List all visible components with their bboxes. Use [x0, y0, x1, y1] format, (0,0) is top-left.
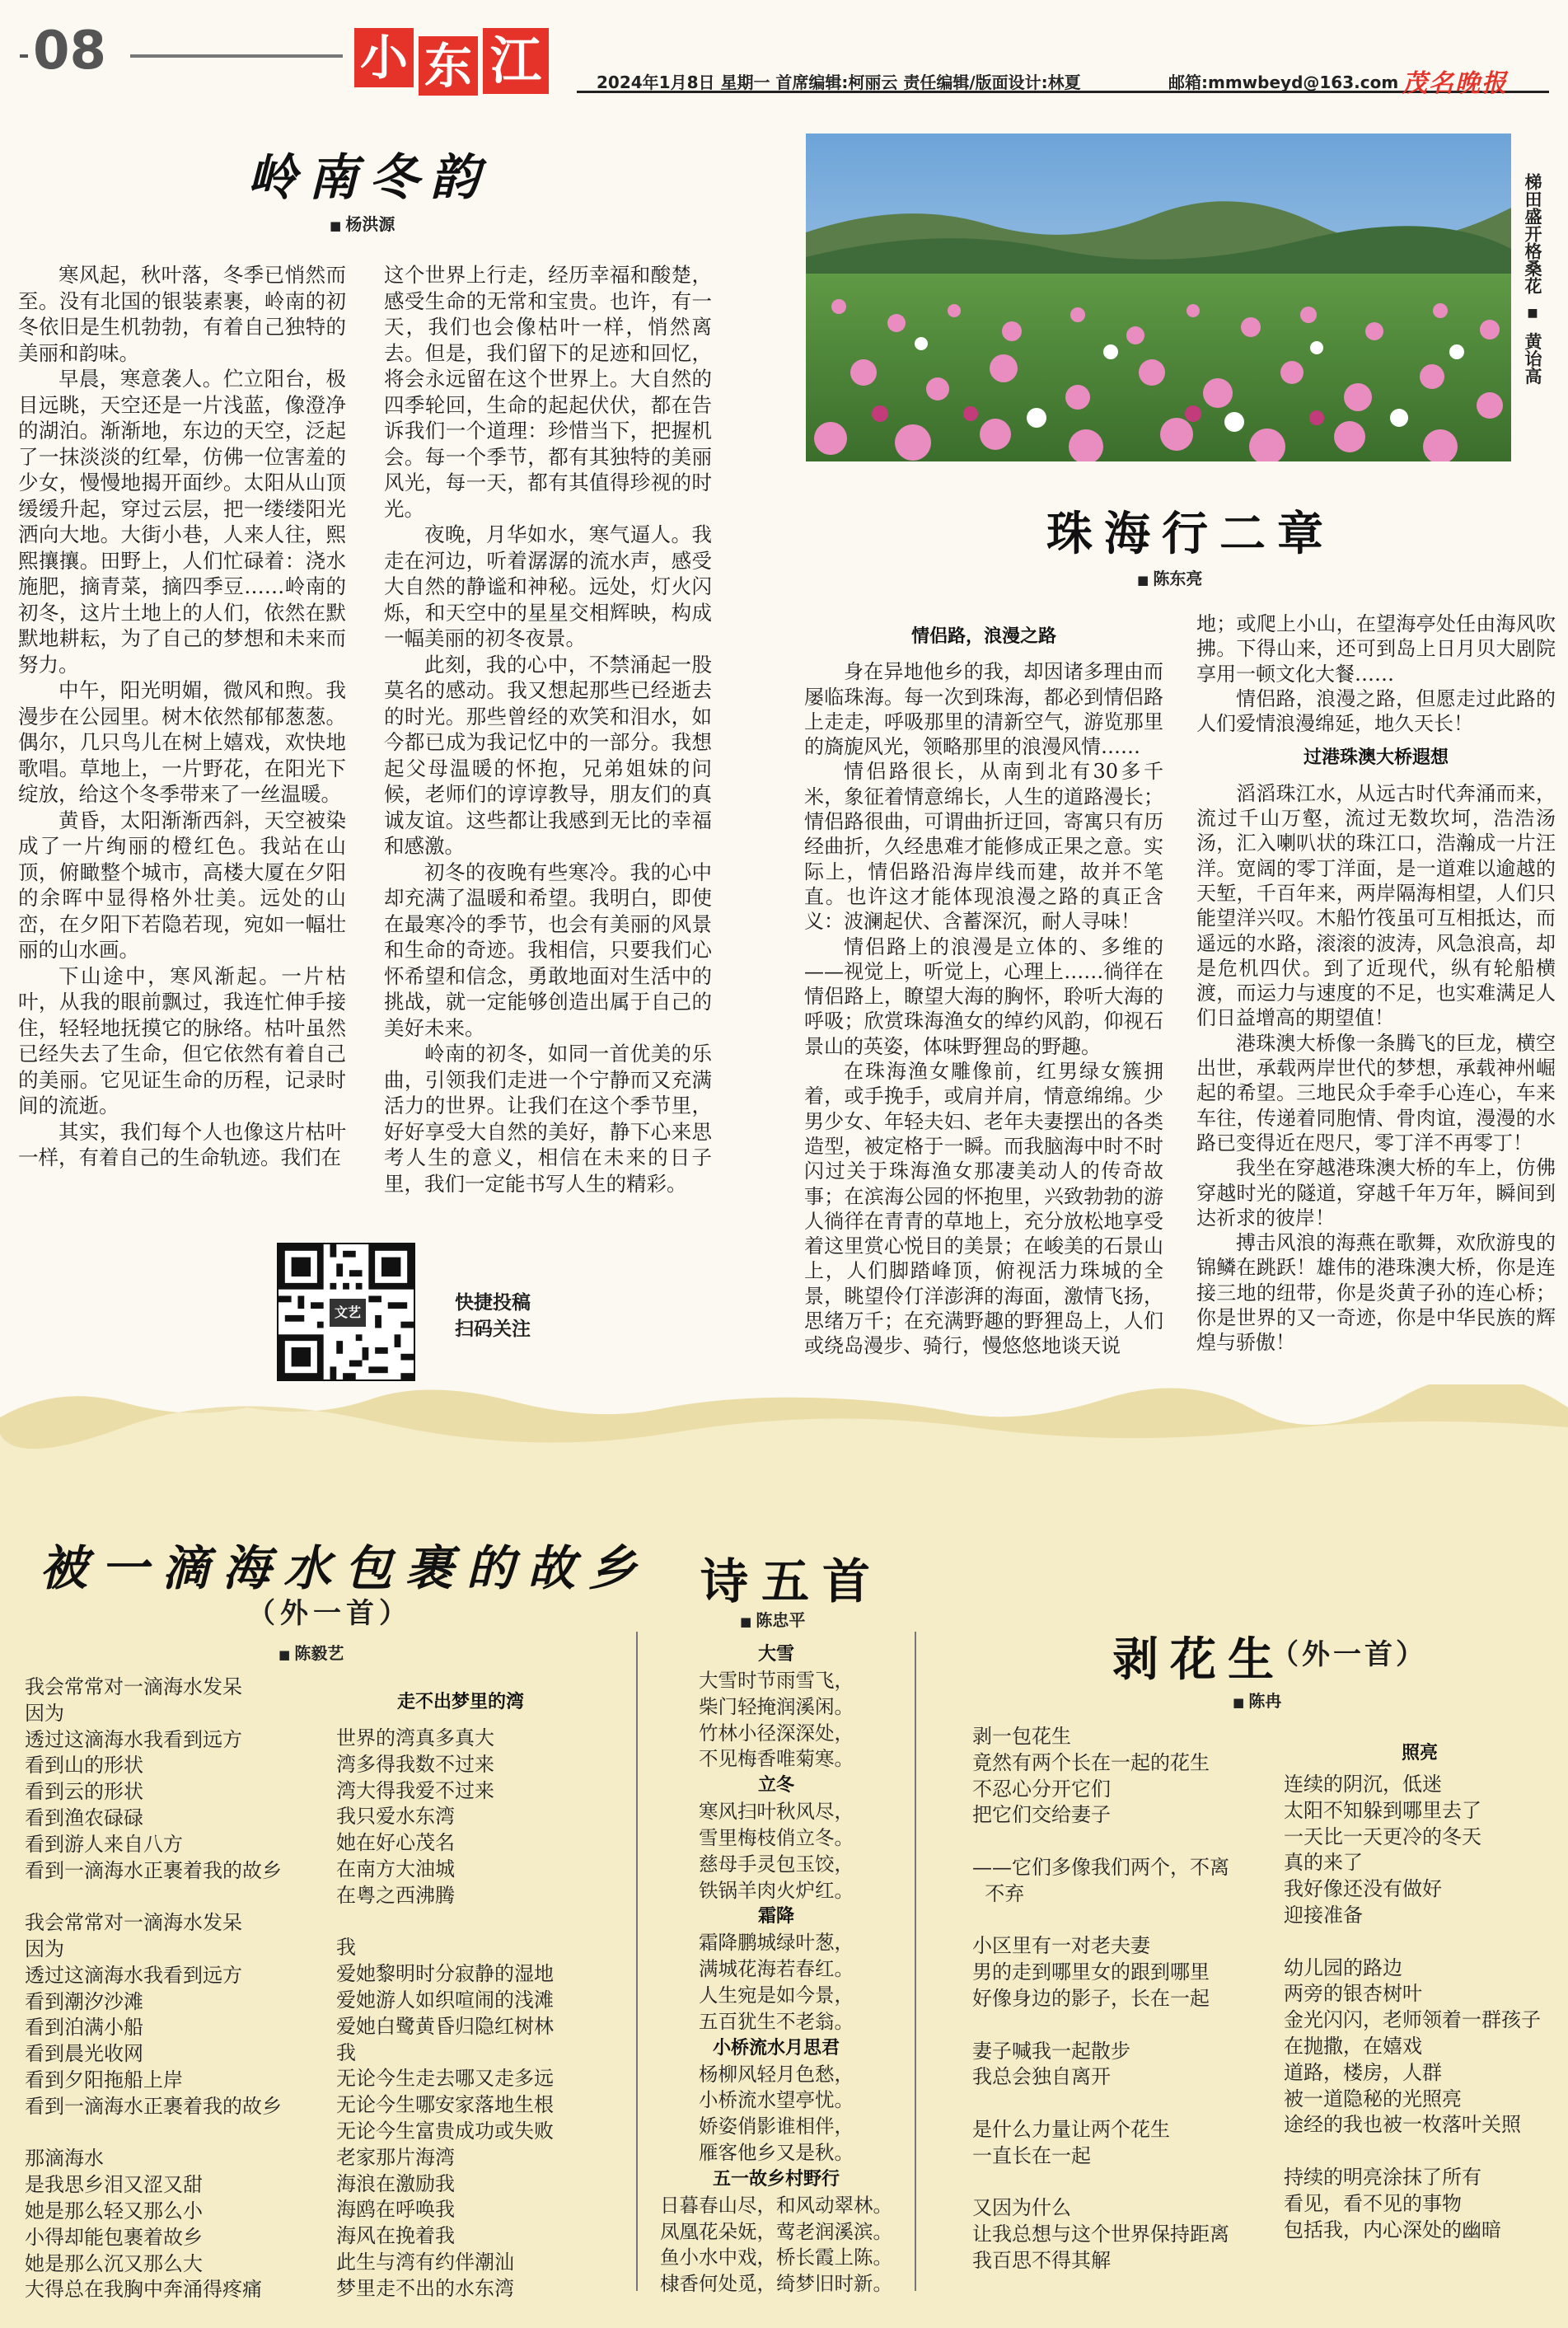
- poem1-second: [336, 1689, 625, 2302]
- poem-line: 小区里有一对老夫妻: [972, 1934, 1150, 1958]
- poem-line: 金光闪闪，老师领着一群孩子: [1284, 2008, 1541, 2032]
- poem-line: 透过这滴海水我看到远方: [25, 1963, 242, 1987]
- poem-line: 慈母手灵包玉饺，: [699, 1852, 854, 1876]
- poem1-main: [25, 1675, 346, 2303]
- article2-paragraph: 滔滔珠江水，从远古时代奔涌而来，流过千山万壑，流过无数坎坷，浩浩汤汤，汇入喇叭状的珠江口，浩瀚成一片汪洋。宽阔的零丁洋面，是一道难以逾越的天堑，千百年来，两岸隔海相望，人们只能望洋兴叹。木船竹筏虽可互相抵达，而遥远的水路，滚滚的波涛，风急浪高，却是危机四伏。到了近现代，纵有轮船横渡，而运力与速度的不足，也实难满足人们日益增高的期望值！: [1196, 781, 1556, 1030]
- poem3-second-title: 照亮: [1401, 1743, 1438, 1764]
- poem3-title: 剥花生: [1112, 1632, 1285, 1687]
- poem-line: 爱她黎明时分寂静的湿地: [336, 1962, 554, 1986]
- poem-line: 无论今生走去哪又走多远: [336, 2067, 554, 2091]
- poem-line: 棣香何处觅，绮梦旧时新。: [660, 2272, 892, 2296]
- poem-line: 又因为什么: [972, 2196, 1071, 2220]
- poem-line: 因为: [25, 1937, 64, 1960]
- poem-line: 满城花海若春红。: [699, 1957, 854, 1981]
- photo-caption-separator: ■: [1526, 307, 1539, 321]
- poem-line: 我会常常对一滴海水发呆: [25, 1675, 242, 1698]
- section-logo: [354, 18, 560, 101]
- poem-line: 此生与湾有约伴潮汕: [336, 2250, 514, 2274]
- article1-paragraph: 黄昏，太阳渐渐西斜，天空被染成了一片绚丽的橙红色。我站在山顶，俯瞰整个城市，高楼大厦在夕阳的余晖中显得格外壮美。远处的山峦，在夕阳下若隐若现，宛如一幅壮丽的山水画。: [18, 808, 346, 962]
- article1-column-1: [18, 262, 346, 1171]
- poem-line: 柴门轻掩润溪闲。: [699, 1694, 854, 1718]
- poem-line: 她在好心茂名: [336, 1831, 455, 1855]
- article1-paragraph: 寒风起，秋叶落，冬季已悄然而至。没有北国的银装素裹，岭南的初冬依旧是生机勃勃，有着自己独特的美丽和韵味。: [18, 263, 346, 365]
- poem2-byline: ■ 陈忠平: [740, 1607, 805, 1631]
- brand-logo: 茂名晚报: [1402, 69, 1508, 98]
- poem3-byline: ■ 陈冉: [1233, 1688, 1281, 1712]
- poem2-title-2: 立冬: [757, 1775, 794, 1796]
- section-logo-block-3: 江: [483, 28, 549, 94]
- poem3-second: [1284, 1740, 1556, 2243]
- poem-line: 幼儿园的路边: [1284, 1956, 1402, 1979]
- article2-paragraph: 情侣路上的浪漫是立体的、多维的——视觉上，听觉上，心理上……徜徉在情侣路上，瞭望大海的胸怀，聆听大海的呼吸；欣赏珠海渔女的绰约风韵，仰视石景山的英姿，体味野狸岛的野趣。: [804, 934, 1163, 1058]
- poem-line: 看到夕阳拖船上岸: [25, 2068, 183, 2091]
- poem-line: 持续的明亮涂抹了所有: [1284, 2165, 1481, 2189]
- poem1-title: 被一滴海水包裹的故乡: [40, 1540, 650, 1596]
- poem-line: 是什么力量让两个花生: [972, 2117, 1170, 2141]
- article1-paragraph: 其实，我们每个人也像这片枯叶一样，有着自己的生命轨迹。我们在: [18, 1119, 346, 1169]
- poem-line: 真的来了: [1284, 1851, 1363, 1875]
- poem-column-divider-1: [636, 1632, 638, 2291]
- poem-line: 包括我，内心深处的幽暗: [1284, 2218, 1501, 2241]
- photo-caption: [1513, 173, 1542, 385]
- poem2-title: 诗五首: [700, 1553, 884, 1609]
- poem-line: 大雪时节雨雪飞，: [699, 1669, 854, 1692]
- poem-line: 迎接准备: [1284, 1903, 1363, 1927]
- poem-line: 无论今生哪安家落地生根: [336, 2093, 554, 2117]
- article1-paragraph: 中午，阳光明媚，微风和煦。我漫步在公园里。树木依然郁郁葱葱。偶尔，几只鸟儿在树上嬉戏，欢快地歌唱。草地上，一片野花，在阳光下绽放，给这个冬季带来了一丝温暖。: [18, 678, 346, 806]
- poem-line: 娇姿俏影谁相伴，: [699, 2115, 854, 2138]
- poem-line: 海鸥在呼唤我: [336, 2198, 455, 2222]
- poem-line: 梦里走不出的水东湾: [336, 2276, 514, 2300]
- poem-line: 湾多得我数不过来: [336, 1752, 494, 1776]
- article1-title: 岭南冬韵: [247, 149, 491, 207]
- poem-line: 被一道隐秘的光照亮: [1284, 2087, 1462, 2110]
- qr-label-2: 扫码关注: [455, 1319, 531, 1340]
- poem-line: 凤凰花朵妩，莺老润溪滨。: [660, 2219, 892, 2243]
- poem-line: 寒风扫叶秋风尽，: [699, 1800, 854, 1824]
- poem-line: 妻子喊我一起散步: [972, 2039, 1130, 2063]
- section-logo-block-1: 小: [354, 28, 414, 87]
- poem-line: 在南方大油城: [336, 1857, 455, 1881]
- poem-line: 竹林小径深深处，: [699, 1721, 854, 1745]
- poem-line: 一天比一天更冷的冬天: [1284, 1824, 1481, 1848]
- poem-line: 不忍心分开它们: [972, 1777, 1111, 1801]
- poem-line: 在粤之西沸腾: [336, 1883, 455, 1907]
- article2-paragraph: 在珠海渔女雕像前，红男绿女簇拥着，或手挽手，或肩并肩，情意绵绵。少男少女、年轻夫妇、老年夫妻摆出的各类造型，被定格于一瞬。而我脑海中时不时闪过关于珠海渔女那凄美动人的传奇故事；在滨海公园的怀抱里，兴致勃勃的游人徜徉在青青的草地上，充分放松地享受着这里赏心悦目的美景；在峻美的石景山上，人们脚踏峰顶，俯视活力珠城的全景，眺望伶仃洋澎湃的海面，激情飞扬，思绪万千；在充满野趣的野狸岛上，人们或绕岛漫步、骑行，慢悠悠地谈天说: [804, 1060, 1163, 1358]
- poem-line: 看到潮汐沙滩: [25, 1989, 143, 2013]
- poem-line: 大得总在我胸中奔涌得疼痛: [25, 2278, 262, 2302]
- poem-line: 我只爱水东湾: [336, 1805, 455, 1829]
- poem-line: 我会常常对一滴海水发呆: [25, 1911, 242, 1935]
- article1-paragraph: 早晨，寒意袭人。伫立阳台，极目远眺，天空还是一片浅蓝，像澄净的湖泊。渐渐地，东边的天空，泛起了一抹淡淡的红晕，仿佛一位害羞的少女，慢慢地揭开面纱。太阳从山顶缓缓升起，穿过云层，把一缕缕阳光洒向大地。大街小巷，人来人往，熙熙攘攘。田野上，人们忙碌着：浇水施肥，摘青菜，摘四季豆……岭南的初冬，这片土地上的人们，依然在默默地耕耘，为了自己的梦想和未来而努力。: [18, 367, 346, 677]
- page-number-rule-left: [20, 54, 28, 58]
- poem-line: 她是那么轻又那么小: [25, 2199, 203, 2223]
- poem2-title-1: 大雪: [757, 1644, 794, 1665]
- masthead-info: 2024年1月8日 星期一 首席编辑:柯丽云 责任编辑/版面设计:林夏: [597, 73, 1081, 92]
- poem-line: 湾大得我爱不过来: [336, 1778, 494, 1802]
- photo-caption-title: 梯田盛开格桑花: [1523, 173, 1542, 294]
- poem2-title-4: 小桥流水月思君: [712, 2037, 840, 2059]
- poem-line: 剥一包花生: [972, 1725, 1071, 1748]
- poem-line: 爱她白鹭黄昏归隐红树林: [336, 2014, 554, 2038]
- poem-line: 五百犹生不老翁。: [699, 2009, 854, 2033]
- qr-code[interactable]: [277, 1243, 415, 1381]
- poem-line: 看到云的形状: [25, 1780, 143, 1804]
- poem-line: 霜降鹏城绿叶葱，: [699, 1931, 854, 1955]
- poem-line: 看到游人来自八方: [25, 1832, 183, 1856]
- poem-line: 看到一滴海水正裹着我的故乡: [25, 1858, 282, 1882]
- poem-line: 在抛撒，在嬉戏: [1284, 2034, 1422, 2058]
- poem1-byline: ■ 陈毅艺: [278, 1640, 344, 1664]
- article2-paragraph: 我坐在穿越港珠澳大桥的车上，仿佛穿越时光的隧道，穿越千年万年，瞬间到达祈求的彼岸！: [1196, 1156, 1556, 1230]
- poem-line: 鱼小水中戏，桥长霞上陈。: [660, 2246, 892, 2269]
- article2-paragraph: 情侣路，浪漫之路，但愿走过此路的人们爱情浪漫绵延，地久天长！: [1196, 686, 1556, 736]
- article1-paragraph: 下山途中，寒风渐起。一片枯叶，从我的眼前飘过，我连忙伸手接住，轻轻地抚摸它的脉络。枯叶虽然已经失去了生命，但它依然有着自己的美丽。它见证生命的历程，记录时间的流逝。: [18, 963, 346, 1117]
- poem-line: 海风在挽着我: [336, 2224, 455, 2248]
- poem-line: 看到晨光收网: [25, 2042, 143, 2066]
- article1-paragraph: 初冬的夜晚有些寒冷。我的心中却充满了温暖和希望。我明白，即使在最寒冷的季节，也会有美丽的风景和生命的奇迹。我相信，只要我们心怀希望和信念，勇敢地面对生活中的挑战，就一定能够创造出属于自己的美好未来。: [384, 860, 712, 1040]
- article2-paragraph: 地；或爬上小山，在望海亭处任由海风吹拂。下得山来，还可到岛上日月贝大剧院享用一顿文化大餐……: [1196, 612, 1556, 686]
- poem-line: 我好像还没有做好: [1284, 1877, 1442, 1901]
- article1-paragraph: 夜晚，月华如水，寒气逼人。我走在河边，听着潺潺的流水声，感受大自然的静谧和神秘。远处，灯火闪烁，和天空中的星星交相辉映，构成一幅美丽的初冬夜景。: [384, 522, 712, 650]
- masthead: [0, 0, 1568, 107]
- poem-line: 因为: [25, 1701, 64, 1725]
- poem-line: 雪里梅枝俏立冬。: [699, 1825, 854, 1849]
- poem2-title-3: 霜降: [757, 1906, 794, 1928]
- poem-line: 道路，楼房，人群: [1284, 2060, 1442, 2084]
- poem-line: 世界的湾真多真大: [336, 1726, 494, 1750]
- poem-line: 连续的阴沉，低迷: [1284, 1773, 1442, 1796]
- poem-line: 无论今生富贵成功或失败: [336, 2119, 554, 2143]
- poem-line: 看到山的形状: [25, 1754, 143, 1778]
- poem3-subtitle: （外一首）: [1271, 1638, 1427, 1671]
- poem-line: 不弃: [972, 1881, 1025, 1905]
- poem-line: 她是那么沉又那么大: [25, 2251, 203, 2275]
- poem-line: 小得却能包裹着故乡: [25, 2225, 203, 2249]
- poem-line: 雁客他乡又是秋。: [699, 2140, 854, 2164]
- photo-caption-author: 黄诒高: [1523, 332, 1542, 385]
- poem-line: 看到渔农碌碌: [25, 1806, 143, 1829]
- poem-line: 竟然有两个长在一起的花生: [972, 1750, 1210, 1774]
- poem-line: 一直长在一起: [972, 2143, 1091, 2167]
- article2-paragraph: 情侣路很长，从南到北有30多千米，象征着情意绵长，人生的道路漫长；情侣路很曲，可谓曲折迂回，寄寓只有历经曲折，久经患难才能修成正果之意。实际上，情侣路沿海岸线而建，故并不笔直。也许这才能体现浪漫之路的真正含义：波澜起伏、含蓄深沉，耐人寻味！: [804, 760, 1163, 934]
- poem-line: 太阳不知躲到哪里去了: [1284, 1798, 1481, 1822]
- article2-title: 珠海行二章: [1046, 507, 1335, 561]
- poem-line: 那滴海水: [25, 2147, 104, 2171]
- poem-line: 让我总想与这个世界保持距离: [972, 2223, 1229, 2246]
- page-number: 08: [33, 21, 107, 82]
- poem-line: ——它们多像我们两个，不离: [972, 1855, 1229, 1879]
- poem-line: 男的走到哪里女的跟到哪里: [972, 1960, 1210, 1984]
- article2-column-2: [1196, 611, 1556, 1356]
- poem-line: 看见，看不见的事物: [1284, 2191, 1462, 2215]
- poem-line: 杨柳风轻月色愁，: [699, 2062, 854, 2086]
- poem-line: 好像身边的影子，长在一起: [972, 1986, 1210, 2010]
- poem-line: 两旁的银杏树叶: [1284, 1982, 1422, 2006]
- article2-subheading-2: 过港珠澳大桥遐想: [1303, 747, 1449, 769]
- poem-line: 看到一滴海水正裹着我的故乡: [25, 2094, 282, 2118]
- poem-column-divider-2: [915, 1632, 916, 2291]
- article2-paragraph: 身在异地他乡的我，却因诸多理由而屡临珠海。每一次到珠海，都必到情侣路上走走，呼吸那里的清新空气，游览那里的旖旎风光，领略那里的浪漫风情……: [804, 660, 1163, 759]
- poem-line: 看到泊满小船: [25, 2016, 143, 2040]
- poem-line: 透过这滴海水我看到远方: [25, 1727, 242, 1751]
- article2-paragraph: 港珠澳大桥像一条腾飞的巨龙，横空出世，承载两岸世代的梦想，承载神州崛起的希望。三地民众手牵手心连心，车来车往，传递着同胞情、骨肉谊，漫漫的水路已变得近在咫尺，零丁洋不再零丁！: [1196, 1031, 1556, 1155]
- article1-paragraph: 岭南的初冬，如同一首优美的乐曲，引领我们走进一个宁静而又充满活力的世界。让我们在这个季节里，好好享受大自然的美好，静下心来思考人生的意义，相信在未来的日子里，我们一定能书写人生的精彩。: [384, 1042, 712, 1196]
- article2-subheading-1: 情侣路，浪漫之路: [910, 626, 1056, 647]
- article2-byline: ■ 陈东亮: [1137, 565, 1202, 589]
- poem-line: 海浪在激励我: [336, 2171, 455, 2195]
- poem-line: 铁锅羊肉火炉红。: [699, 1878, 854, 1902]
- poem-line: 日暮春山尽，和风动翠林。: [660, 2193, 892, 2217]
- poem1-second-title: 走不出梦里的湾: [397, 1692, 525, 1712]
- qr-center-label: 文艺: [330, 1299, 366, 1327]
- article2-paragraph: 搏击风浪的海燕在歌舞，欢欣游曳的锦鳞在跳跃！雄伟的港珠澳大桥，你是连接三地的纽带，你是炎黄子孙的连心桥；你是世界的又一奇迹，你是中华民族的辉煌与骄傲！: [1196, 1231, 1556, 1355]
- poem-line: 不见梅香唯菊寒。: [699, 1747, 854, 1771]
- article1-column-2: [384, 262, 712, 1197]
- poem-line: 我总会独自离开: [972, 2065, 1111, 2089]
- article1-paragraph: 此刻，我的心中，不禁涌起一股莫名的感动。我又想起那些已经逝去的时光。那些曾经的欢笑和泪水，如今都已成为我记忆中的一部分。我想起父母温暖的怀抱，兄弟姐妹的问候，老师们的谆谆教导，朋友们的真诚友谊。这些都让我感到无比的幸福和感激。: [384, 652, 712, 858]
- poem-line: 我: [336, 1936, 356, 1960]
- poem-line: 我: [336, 2040, 356, 2064]
- section-logo-block-2: 东: [419, 36, 478, 96]
- poem-line: 我百思不得其解: [972, 2248, 1111, 2272]
- article1-paragraph: 这个世界上行走，经历幸福和酸楚，感受生命的无常和宝贵。也许，有一天，我们也会像枯叶一样，悄然离去。但是，我们留下的足迹和回忆，将会永远留在这个世界上。大自然的四季轮回，生命的起起伏伏，都在告诉我们一个道理：珍惜当下，把握机会。每一个季节，都有其独特的美丽风光，每一天，都有其值得珍视的时光。: [384, 263, 712, 521]
- poem-line: 把它们交给妻子: [972, 1803, 1111, 1827]
- poem-line: 途经的我也被一枚落叶关照: [1284, 2113, 1521, 2137]
- poem1-subtitle: （外一首）: [247, 1597, 412, 1630]
- poem-line: 小桥流水望亭忧。: [699, 2088, 854, 2112]
- poem2-title-5: 五一故乡村野行: [712, 2168, 840, 2190]
- poem-line: 老家那片海湾: [336, 2145, 455, 2169]
- flower-field-photo: [806, 133, 1511, 461]
- poem2-body: [646, 1642, 906, 2298]
- poem3-main: [972, 1724, 1252, 2274]
- article1-byline: ■ 杨洪源: [330, 211, 395, 235]
- poem-line: 人生宛是如今景，: [699, 1983, 854, 2007]
- qr-label-1: 快捷投稿: [455, 1292, 531, 1314]
- masthead-email: 邮箱:mmwbeyd@163.com: [1168, 73, 1399, 92]
- flower-field-illustration: [806, 133, 1511, 461]
- poem-line: 是我思乡泪又涩又甜: [25, 2173, 203, 2197]
- poem-line: 爱她游人如织喧闹的浅滩: [336, 1988, 554, 2012]
- article2-column-1: [804, 611, 1163, 1359]
- page-number-rule-right: [130, 54, 343, 58]
